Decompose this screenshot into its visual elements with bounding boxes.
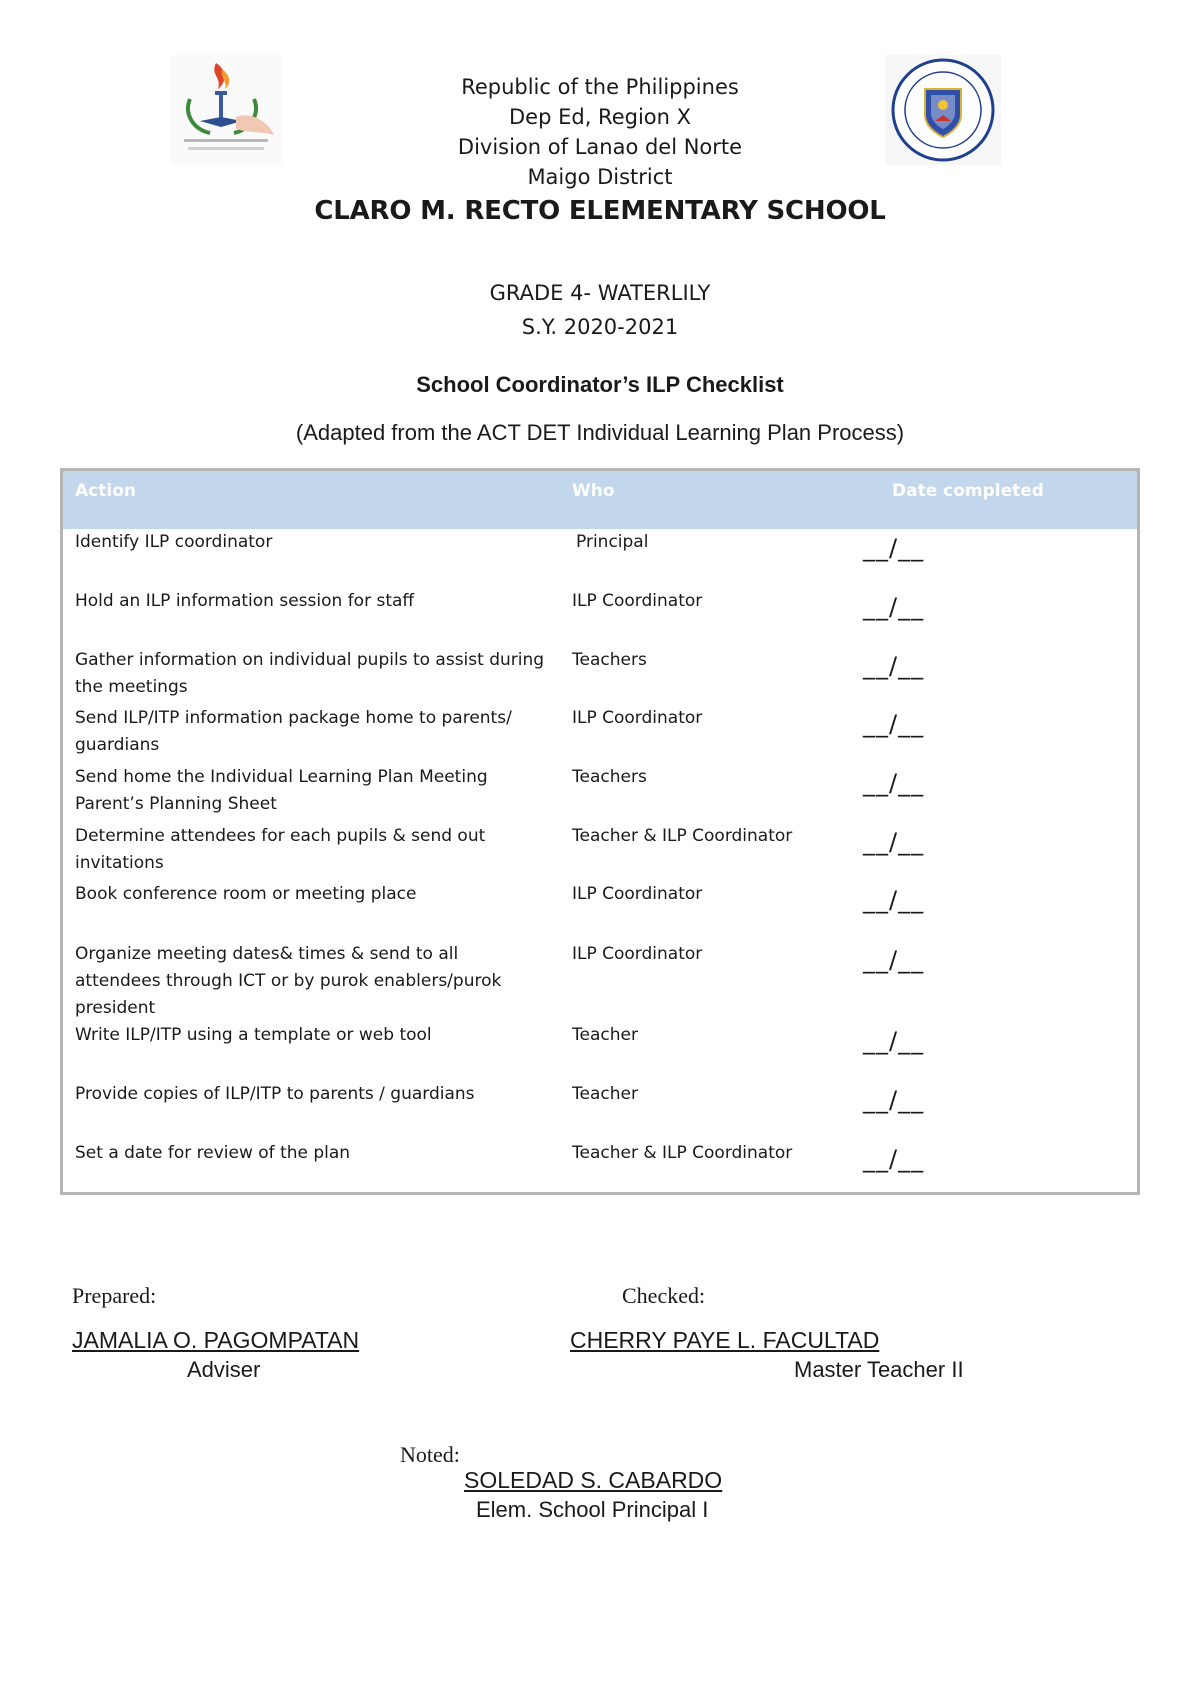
who-cell: Teachers	[572, 767, 647, 787]
who-cell: Teachers	[572, 650, 647, 670]
checked-name: CHERRY PAYE L. FACULTAD	[570, 1327, 880, 1353]
action-cell: Send home the Individual Learning Plan Meeting Parent’s Planning Sheet	[75, 767, 488, 814]
who-cell: ILP Coordinator	[572, 944, 703, 964]
who-cell: Teacher & ILP Coordinator	[572, 1143, 793, 1163]
header-date-completed: Date completed	[892, 481, 1044, 501]
date-cell: __/__	[863, 1027, 925, 1055]
checklist-title: School Coordinator’s ILP Checklist	[416, 372, 784, 397]
region-line: Dep Ed, Region X	[509, 105, 691, 129]
who-cell: Teacher	[572, 1084, 638, 1104]
date-cell: __/__	[863, 946, 925, 974]
action-cell: Write ILP/ITP using a template or web tool	[75, 1025, 432, 1045]
checklist-subtitle: (Adapted from the ACT DET Individual Learning Plan Process)	[295, 420, 905, 445]
date-cell: __/__	[863, 1086, 925, 1114]
date-cell: __/__	[863, 710, 925, 738]
who-cell: Teacher	[572, 1025, 638, 1045]
prepared-position: Adviser	[187, 1357, 261, 1382]
action-cell: Send ILP/ITP information package home to parents/ guardians	[75, 708, 512, 755]
header-action: Action	[75, 481, 136, 501]
action-cell: Book conference room or meeting place	[75, 884, 417, 904]
who-cell: Principal	[576, 532, 649, 552]
district-line: Maigo District	[527, 165, 673, 189]
action-cell: Identify ILP coordinator	[75, 532, 273, 552]
header-who: Who	[572, 481, 615, 501]
who-cell: Teacher & ILP Coordinator	[572, 826, 793, 846]
prepared-label: Prepared:	[72, 1283, 157, 1308]
country-line: Republic of the Philippines	[461, 75, 739, 99]
action-cell: Determine attendees for each pupils & send out invitations	[75, 826, 486, 873]
checklist-table	[60, 468, 1140, 1195]
date-cell: __/__	[863, 886, 925, 914]
who-cell: ILP Coordinator	[572, 884, 703, 904]
date-cell: __/__	[863, 593, 925, 621]
noted-position: Elem. School Principal I	[476, 1497, 709, 1522]
date-cell: __/__	[863, 769, 925, 797]
school-year-line: S.Y. 2020-2021	[521, 315, 679, 339]
grade-section	[0, 276, 1200, 344]
date-cell: __/__	[863, 828, 925, 856]
deped-seal-logo	[885, 55, 1001, 165]
school-name: CLARO M. RECTO ELEMENTARY SCHOOL	[314, 196, 886, 226]
date-cell: __/__	[863, 534, 925, 562]
header-lines	[0, 72, 1200, 192]
action-cell: Gather information on individual pupils to assist during the meetings	[75, 650, 545, 697]
action-cell: Set a date for review of the plan	[75, 1143, 351, 1163]
action-cell: Organize meeting dates& times & send to all attendees through ICT or by purok enablers/purok president	[75, 944, 502, 1018]
checked-position: Master Teacher II	[794, 1357, 964, 1382]
grade-line: GRADE 4- WATERLILY	[489, 281, 711, 305]
division-line: Division of Lanao del Norte	[457, 135, 743, 159]
table-header-row	[63, 471, 1137, 529]
who-cell: ILP Coordinator	[572, 708, 703, 728]
noted-name: SOLEDAD S. CABARDO	[464, 1467, 723, 1493]
date-cell: __/__	[863, 652, 925, 680]
checked-label: Checked:	[622, 1283, 706, 1308]
action-cell: Provide copies of ILP/ITP to parents / guardians	[75, 1084, 475, 1104]
action-cell: Hold an ILP information session for staff	[75, 591, 415, 611]
noted-label: Noted:	[400, 1442, 460, 1467]
date-cell: __/__	[863, 1145, 925, 1173]
prepared-name: JAMALIA O. PAGOMPATAN	[72, 1327, 360, 1353]
who-cell: ILP Coordinator	[572, 591, 703, 611]
